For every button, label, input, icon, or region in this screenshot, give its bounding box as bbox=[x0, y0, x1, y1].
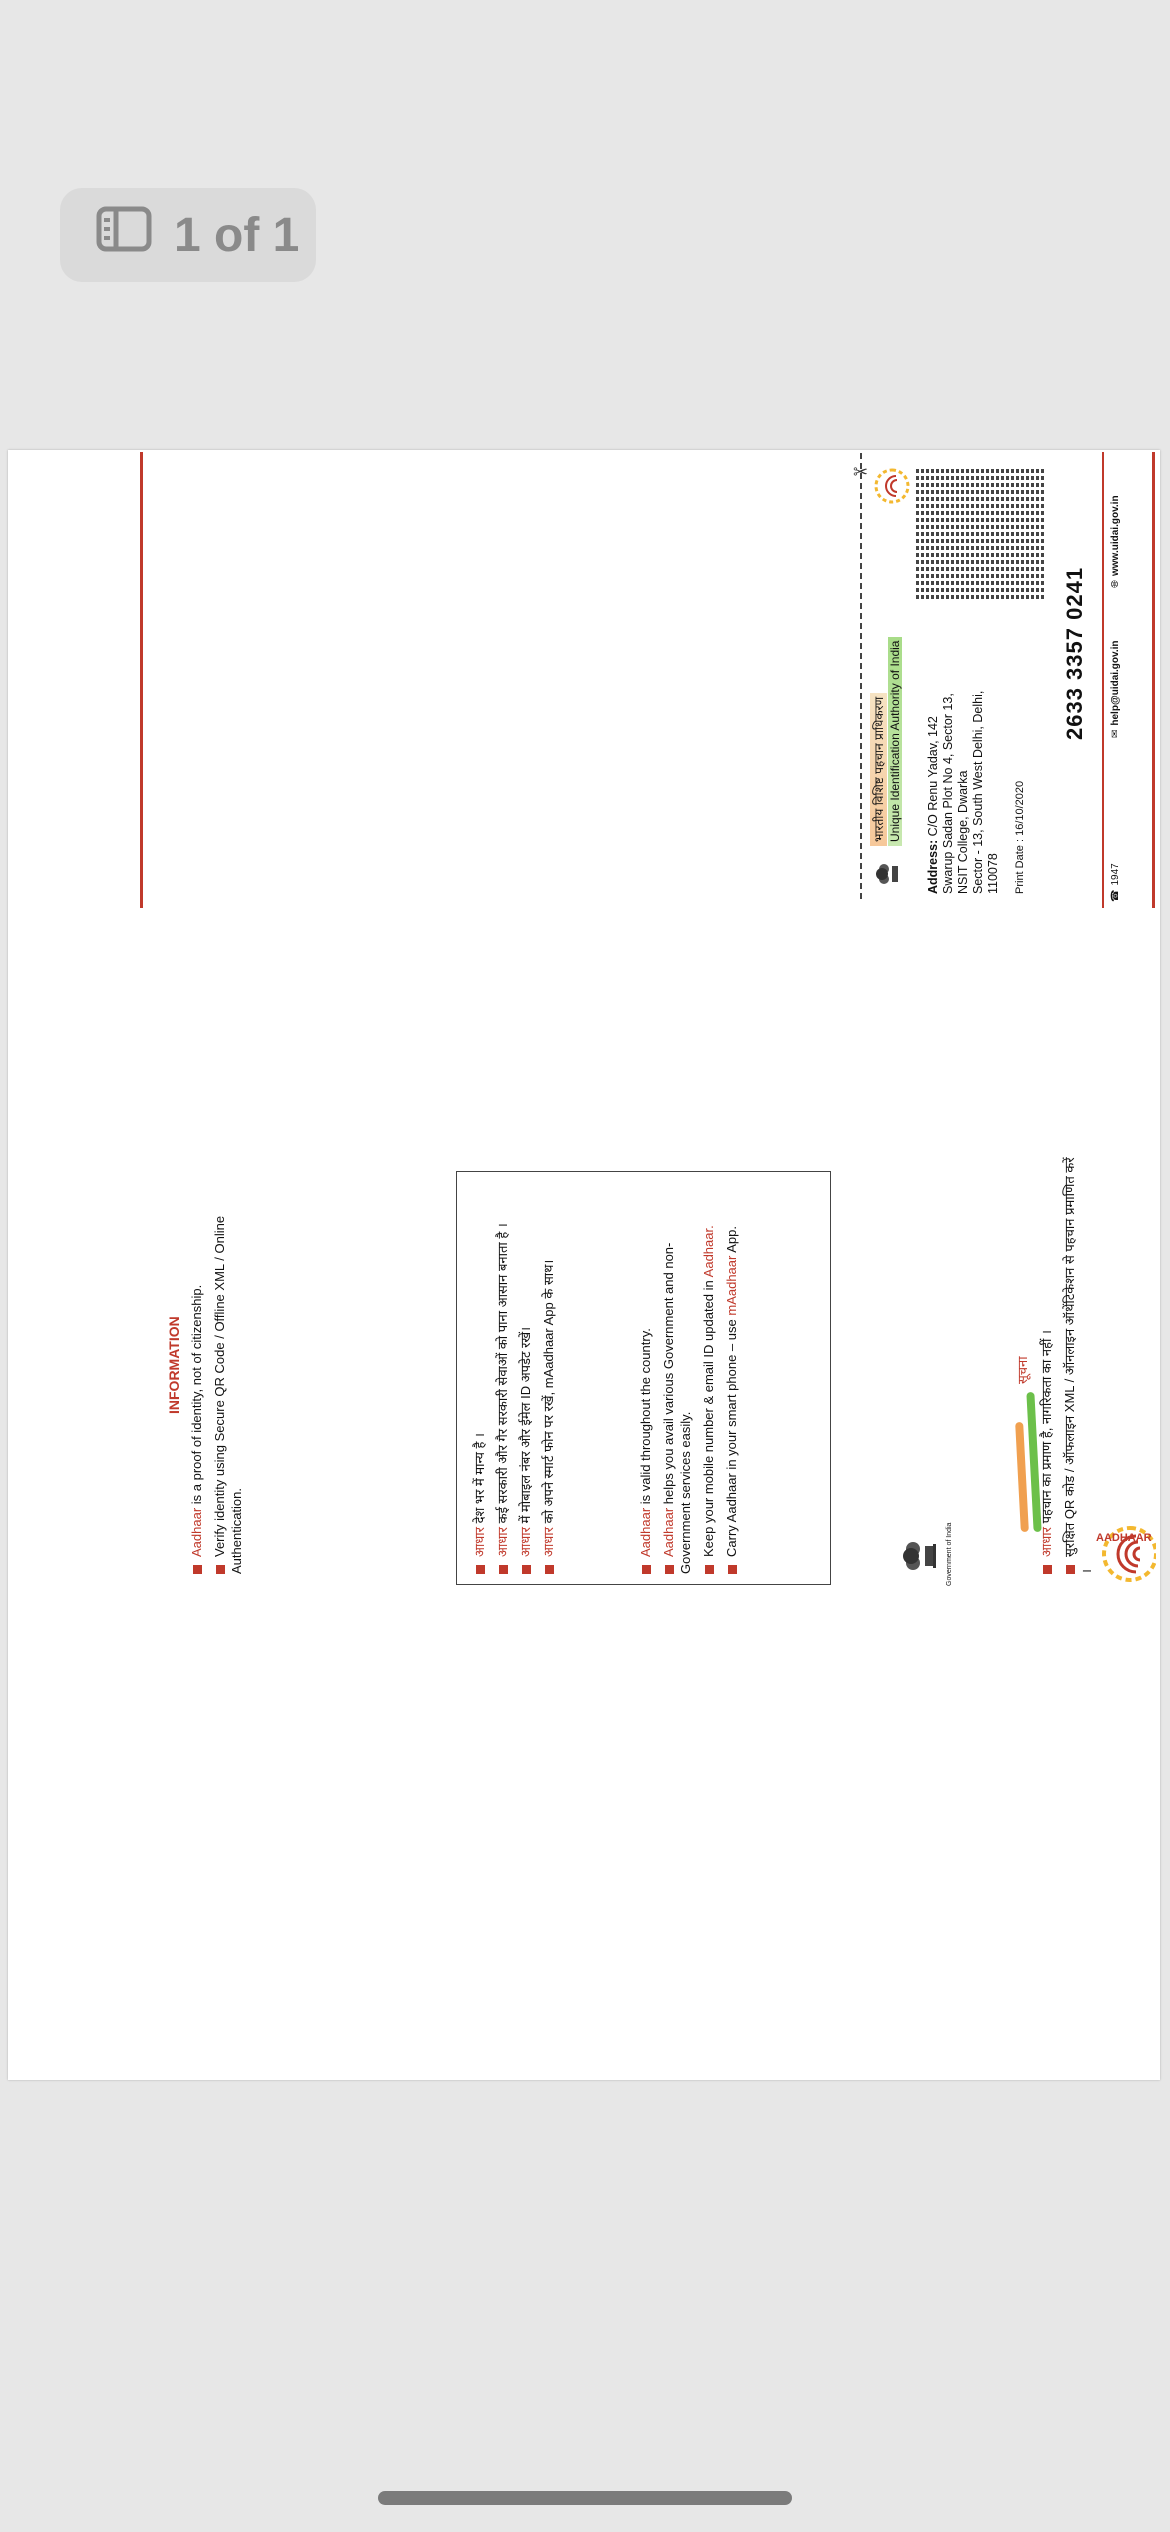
qr-code[interactable] bbox=[916, 468, 1046, 602]
address-line: 110078 bbox=[986, 853, 1000, 894]
address-label: Address: bbox=[926, 839, 940, 894]
box-hindi-note: आधार को अपने स्मार्ट फोन पर रखें, mAadhaar App के साथ। bbox=[540, 1182, 557, 1574]
box-english-note: Aadhaar is valid throughout the country. bbox=[637, 1182, 654, 1574]
info-list bbox=[188, 1154, 245, 1574]
hindi-note: आधार पहचान का प्रमाण है, नागरिकता का नहीं । bbox=[1038, 1154, 1055, 1574]
page-indicator-label: 1 of 1 bbox=[174, 208, 300, 262]
info-note: Verify identity using Secure QR Code / Offline XML / Online Authentication. bbox=[212, 1215, 244, 1574]
scissors-icon: ✂ bbox=[853, 462, 869, 482]
address-line: Swarup Sadan Plot No 4, Sector 13, bbox=[941, 693, 955, 894]
hindi-notice-list bbox=[1038, 1154, 1101, 1574]
page-indicator[interactable] bbox=[60, 188, 316, 282]
bullet bbox=[499, 1565, 508, 1574]
address-line: Sector - 13, South West Delhi, Delhi, bbox=[971, 690, 985, 894]
cut-line bbox=[860, 453, 862, 899]
bullet bbox=[545, 1565, 554, 1574]
aadhaar-number: 2633 3357 0241 bbox=[1062, 566, 1087, 740]
bullet bbox=[705, 1565, 714, 1574]
bullet bbox=[728, 1565, 737, 1574]
aadhaar-logo-text: AADHAAR bbox=[1096, 1532, 1152, 1544]
box-hindi-note: आधार देश भर में मान्य है । bbox=[471, 1182, 488, 1574]
suchna-heading: सूचना bbox=[1015, 1356, 1030, 1384]
info-note: Aadhaar is a proof of identity, not of citizenship. bbox=[188, 1154, 205, 1574]
bullet bbox=[1066, 1565, 1075, 1574]
footer-red-rule bbox=[1102, 452, 1104, 908]
bullet bbox=[216, 1565, 225, 1574]
saffron-stripe bbox=[1015, 1422, 1029, 1532]
aadhaar-card-back bbox=[8, 1136, 1160, 1602]
page-list-icon bbox=[96, 206, 152, 264]
box-english-list bbox=[637, 1182, 746, 1574]
bullet bbox=[476, 1565, 485, 1574]
mail-icon: ✉ bbox=[1110, 729, 1121, 738]
govt-of-india-label: Government of India bbox=[946, 1522, 953, 1586]
box-hindi-note: आधार कई सरकारी और गैर सरकारी सेवाओं को पाना आसान बनाता है । bbox=[494, 1182, 511, 1574]
bullet bbox=[642, 1565, 651, 1574]
email-contact[interactable]: ✉ help@uidai.gov.in bbox=[1110, 640, 1121, 738]
address-card bbox=[864, 452, 1160, 908]
national-emblem-icon bbox=[895, 1536, 939, 1576]
address-line: NSIT College, Dwarka bbox=[956, 770, 970, 894]
phone-icon: ☎ bbox=[1110, 889, 1121, 902]
address-block bbox=[926, 644, 1001, 894]
box-english-note: Aadhaar helps you avail various Government and non-Government services easily. bbox=[661, 1242, 693, 1574]
info-box bbox=[456, 1171, 831, 1585]
website-link[interactable]: 🌐︎ www.uidai.gov.in bbox=[1110, 495, 1121, 588]
uidai-english-label: Unique Identification Authority of India bbox=[888, 637, 902, 846]
information-heading: INFORMATION bbox=[166, 1316, 182, 1414]
box-english-note: Carry Aadhaar in your smart phone – use mAadhaar App. bbox=[723, 1182, 740, 1574]
globe-icon: 🌐︎ bbox=[1110, 580, 1121, 588]
print-date: Print Date : 16/10/2020 bbox=[1014, 780, 1026, 894]
bullet bbox=[193, 1565, 202, 1574]
home-indicator[interactable] bbox=[378, 2491, 792, 2505]
bullet bbox=[1043, 1565, 1052, 1574]
hindi-note: सुरक्षित QR कोड / ऑफलाइन XML / ऑनलाइन ऑथेंटिकेशन से पहचान प्रमाणित करें । bbox=[1062, 1157, 1094, 1574]
emblem-small-icon bbox=[872, 860, 902, 888]
box-hindi-list bbox=[471, 1182, 563, 1574]
uidai-hindi-label: भारतीय विशिष्ट पहचान प्राधिकरण bbox=[870, 693, 887, 846]
left-red-rule bbox=[140, 452, 143, 908]
aadhaar-logo-icon bbox=[1096, 1514, 1156, 1594]
box-english-note: Keep your mobile number & email ID updated in Aadhaar. bbox=[700, 1182, 717, 1574]
helpline: ☎ 1947 bbox=[1110, 863, 1121, 902]
aadhaar-small-logo-icon bbox=[870, 464, 910, 508]
bullet bbox=[522, 1565, 531, 1574]
box-hindi-note: आधार में मोबाइल नंबर और ईमेल ID अपडेट रखें। bbox=[517, 1182, 534, 1574]
bullet bbox=[665, 1565, 674, 1574]
address-line: C/O Renu Yadav, 142 bbox=[926, 716, 940, 837]
